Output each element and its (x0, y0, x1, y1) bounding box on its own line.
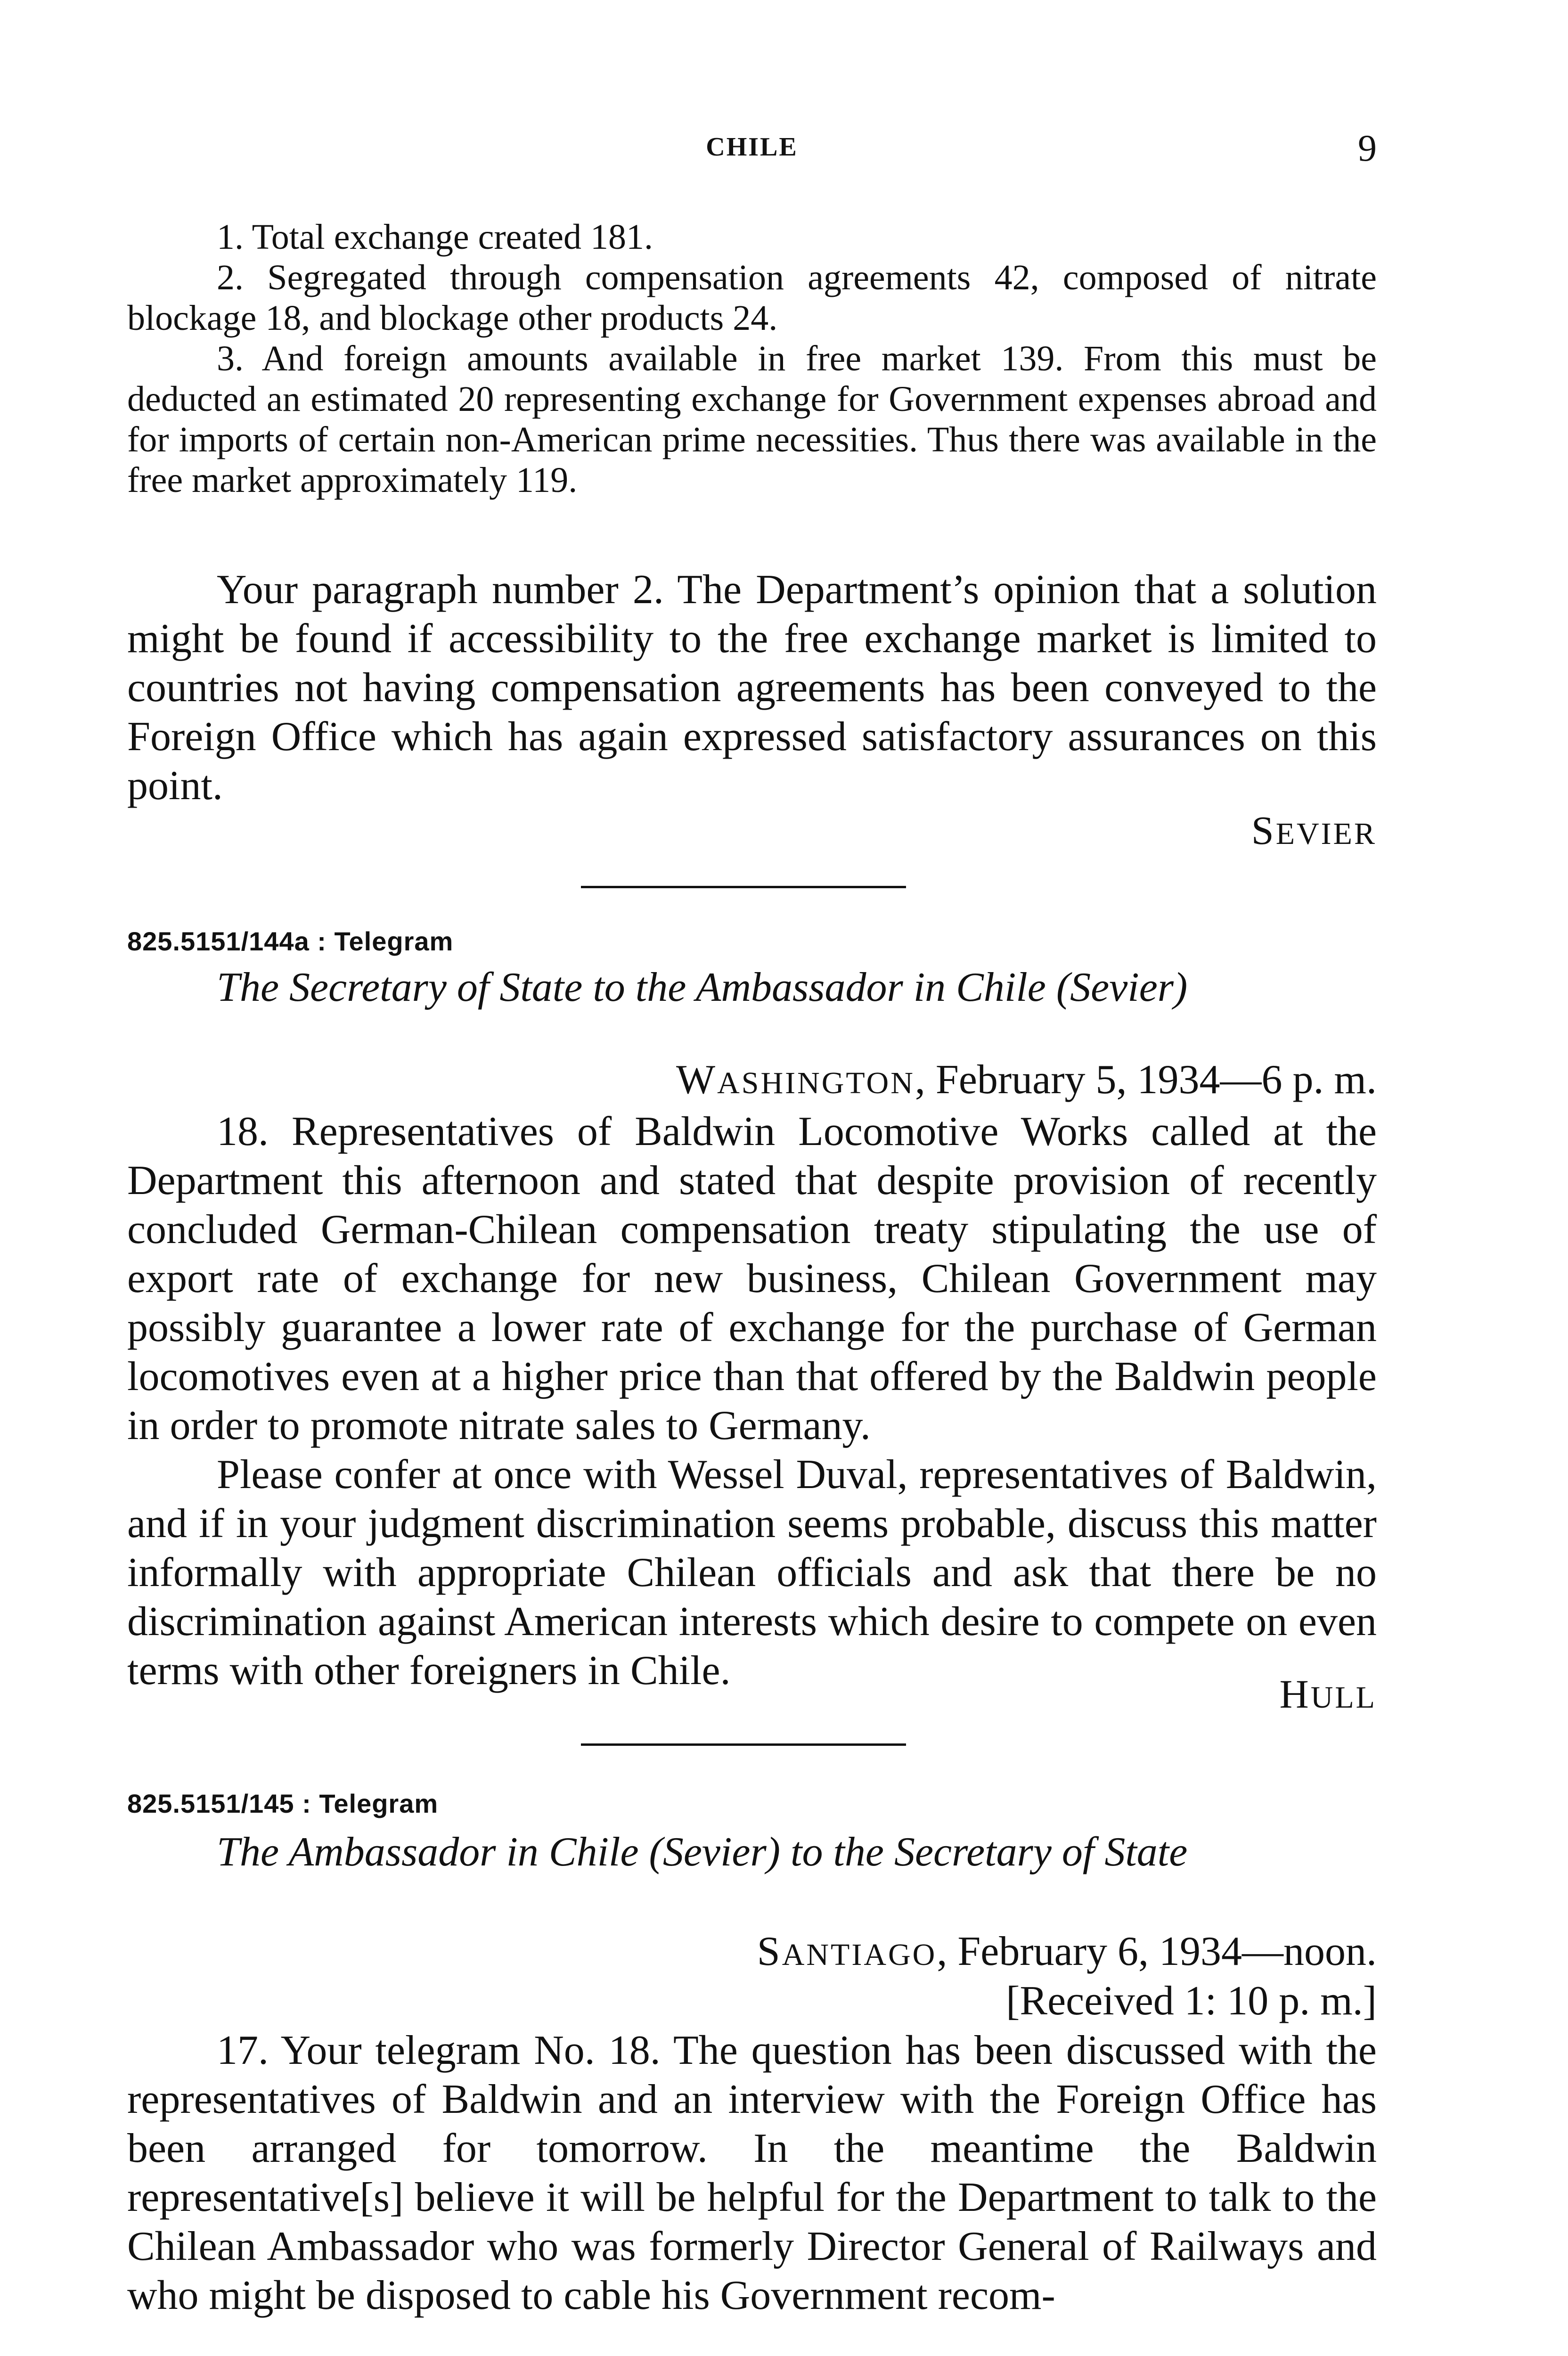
place-name: SANTIAGO (757, 1929, 937, 1974)
section-divider (581, 886, 906, 888)
signature-initial: H (1279, 1671, 1311, 1717)
place-name: WASHINGTON (676, 1057, 915, 1103)
file-reference: 825.5151/145 : Telegram (127, 1789, 439, 1818)
section-divider (581, 1743, 906, 1746)
document-title: The Secretary of State to the Ambassador in Chile (Sevier) (217, 965, 1188, 1010)
telegram-body (127, 2026, 1377, 2320)
date-text: , February 6, 1934—noon. (937, 1929, 1377, 1974)
paragraph-text: Your paragraph number 2. The Department’s opinion that a solution might be found if accessibility to the free exchange market is limited to countries not having compensation agreements has been conveyed to the Foreign Office which has again expressed satisfactory assurances on this point. (127, 567, 1377, 809)
running-head: CHILE (706, 132, 798, 162)
list-item: 1. Total exchange created 181. (217, 217, 653, 257)
paragraph-text: 18. Representatives of Baldwin Locomotive Works called at the Department this afternoon and stated that despite provision of recently concluded German-Chilean compensation treaty stipulating the use of export rate of exchange for new business, Chilean Government may possibly guarantee a lower rate of exchange for the purchase of German locomotives even at a higher price than that offered by the Baldwin people in order to promote nitrate sales to Germany. (127, 1109, 1377, 1448)
signature-initial: S (1251, 808, 1276, 853)
paragraph-2 (127, 565, 1377, 810)
paragraph-text: Please confer at once with Wessel Duval, representatives of Baldwin, and if in your judgment discrimination seems probable, discuss this matter informally with appropriate Chilean officials and ask that there be no discrimination against American interests which desire to compete on even terms with other foreigners in Chile. (127, 1452, 1377, 1693)
page-header (127, 127, 1377, 184)
dateline (127, 1927, 1377, 1980)
list-item: 3. And foreign amounts available in free market 139. From this must be deducted an estimated 20 representing exchange for Government expenses abroad and for imports of certain non-American prime necessities. Thus there was available in the free market approximately 119. (127, 339, 1377, 500)
date-text: , February 5, 1934—6 p. m. (915, 1057, 1377, 1103)
signature-rest: EVIER (1275, 817, 1377, 851)
signature-rest: ULL (1310, 1680, 1377, 1715)
exchange-list (127, 217, 1377, 500)
signature-hull (127, 1670, 1377, 1718)
list-item: 2. Segregated through compensation agreements 42, composed of nitrate blockage 18, and blockage other products 24. (127, 258, 1377, 338)
telegram-body (127, 1107, 1377, 1695)
document-title: The Ambassador in Chile (Sevier) to the Secretary of State (217, 1829, 1188, 1875)
page-number: 9 (1358, 128, 1377, 169)
document-page (127, 0, 1377, 2356)
signature-sevier (127, 807, 1377, 854)
received-time: [Received 1: 10 p. m.] (1006, 1978, 1377, 2024)
dateline (127, 1055, 1377, 1108)
file-reference: 825.5151/144a : Telegram (127, 926, 454, 956)
paragraph-text: 17. Your telegram No. 18. The question has been discussed with the representatives of Baldwin and an interview with the Foreign Office has been arranged for tomorrow. In the meantime the Baldwin representative[s] believe it will be helpful for the Department to talk to the Chilean Ambassador who was formerly Director General of Railways and who might be disposed to cable his Government recom- (127, 2028, 1377, 2318)
